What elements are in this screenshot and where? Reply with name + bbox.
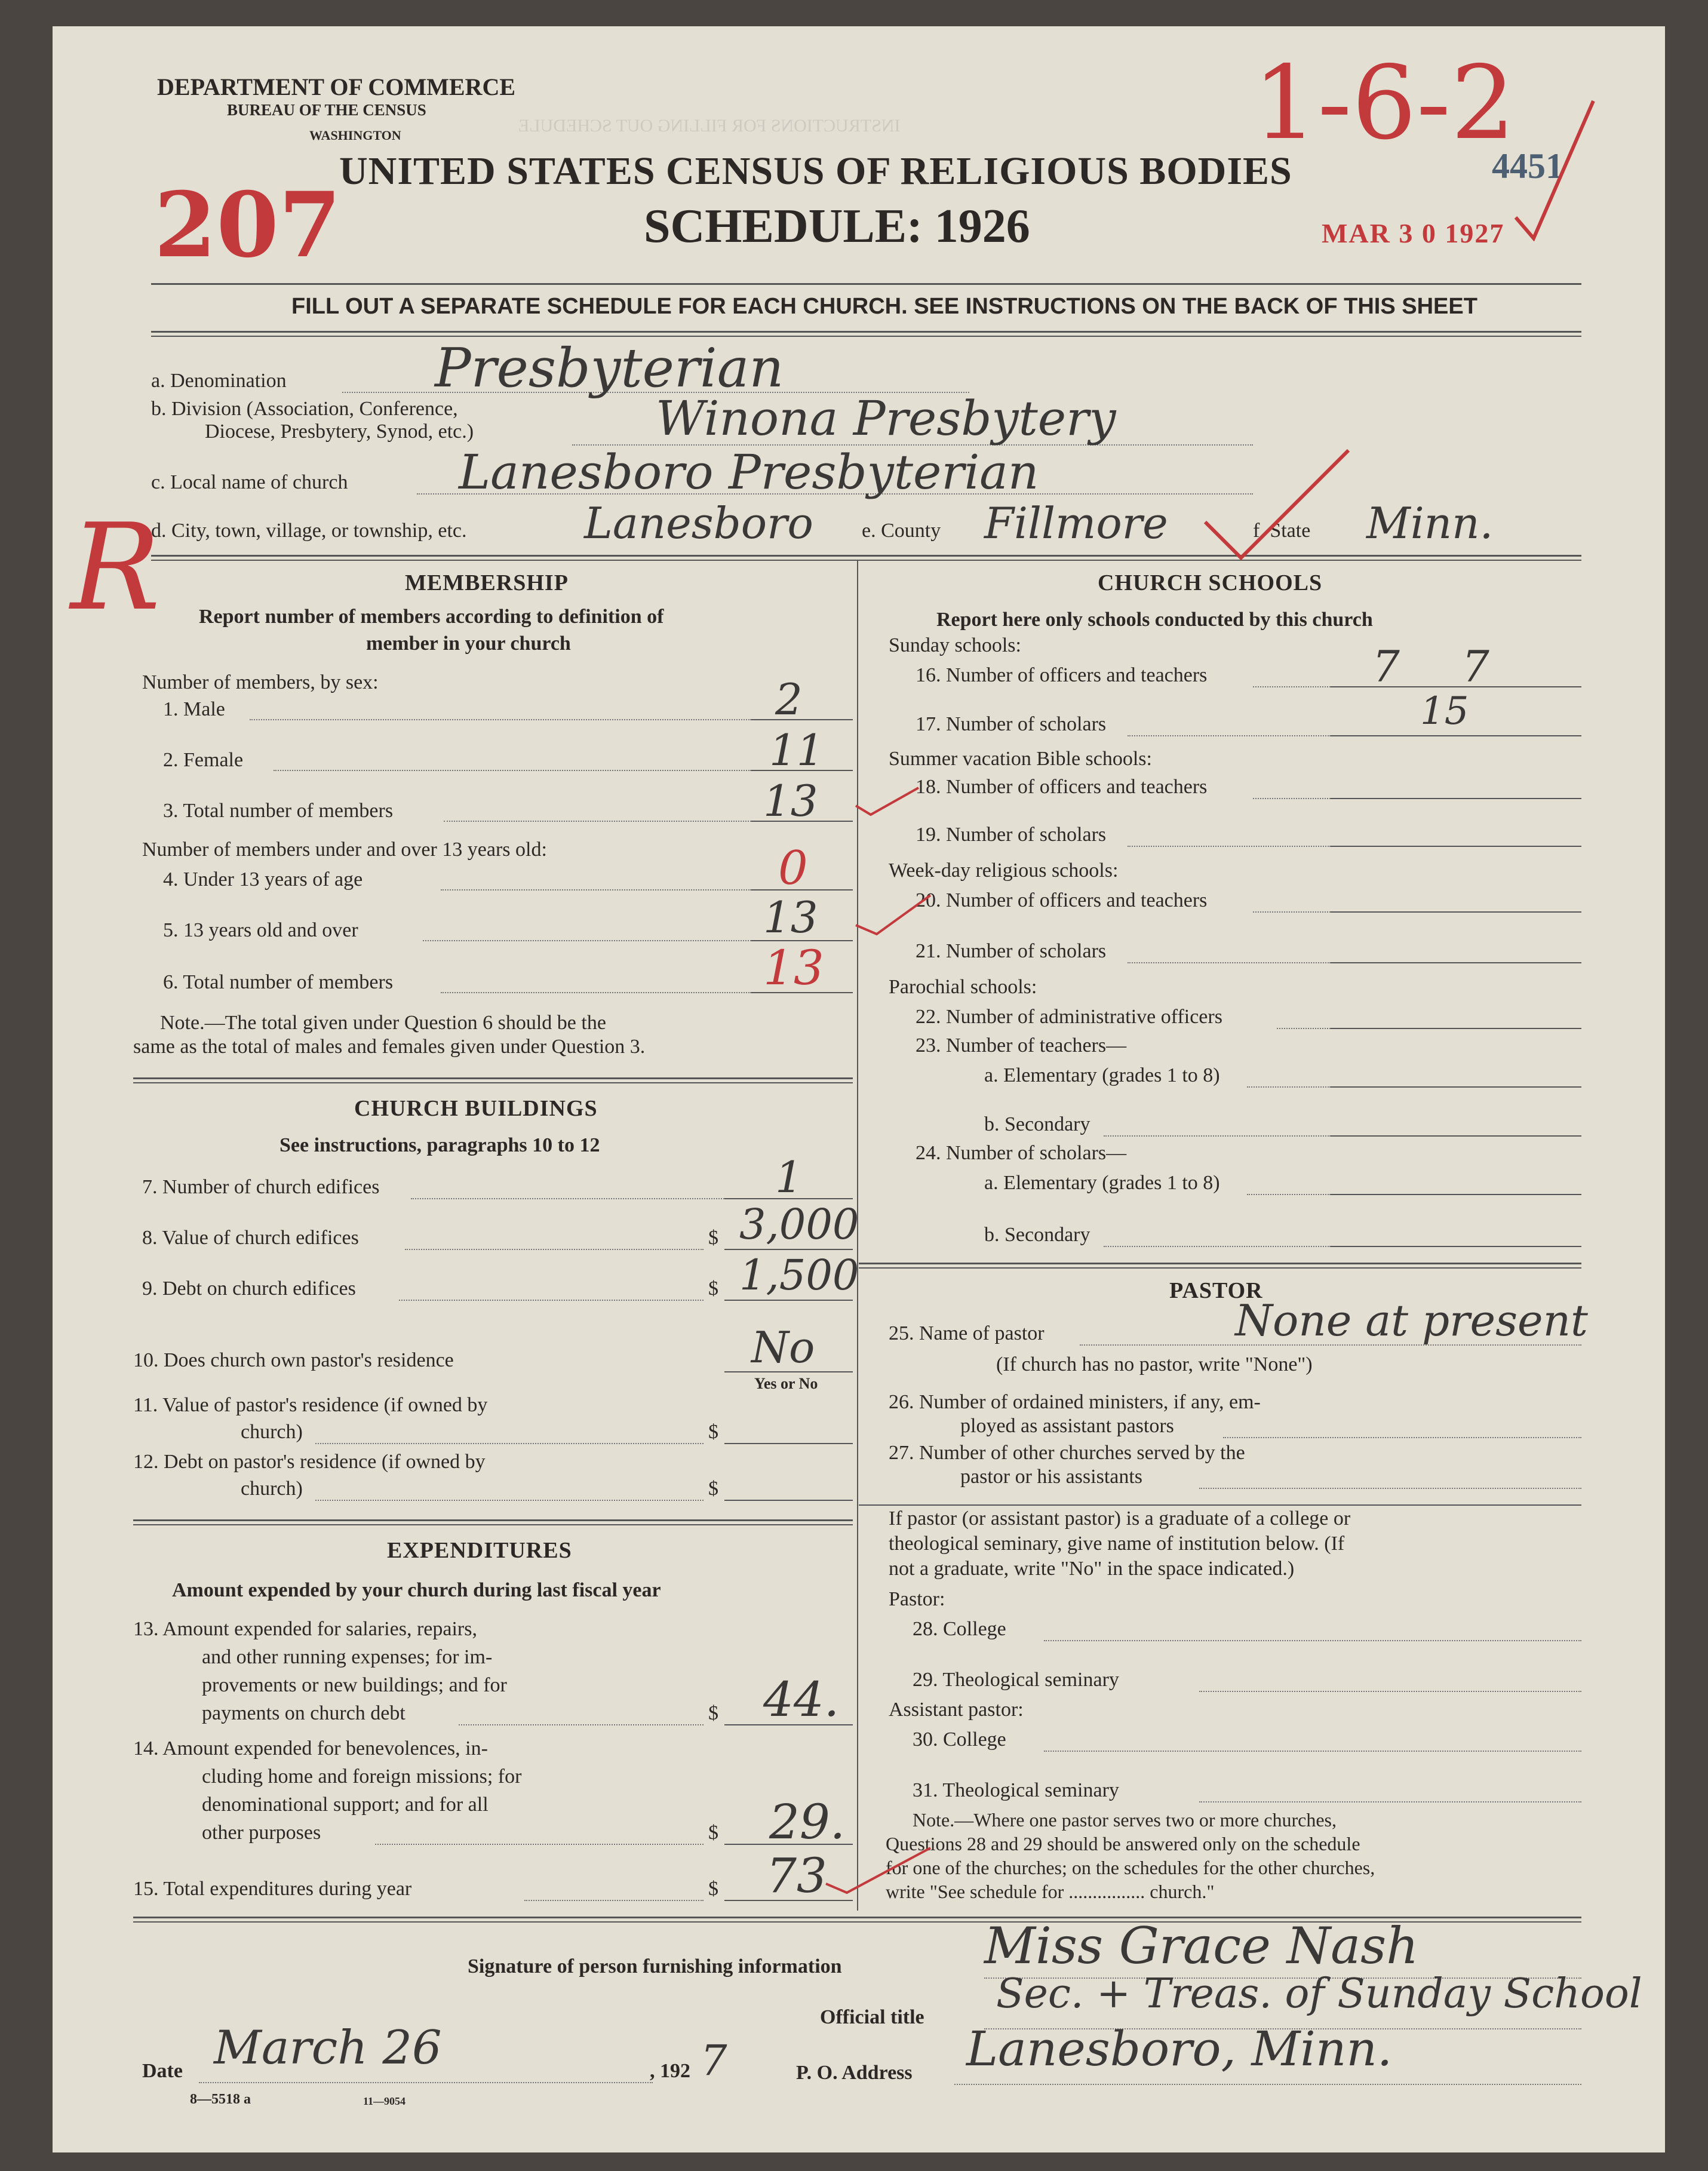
date-label: Date	[142, 2060, 183, 2082]
age-header: Number of members under and over 13 years old:	[142, 839, 547, 861]
schedule-title: SCHEDULE: 1926	[644, 200, 1030, 253]
fill-line	[1277, 1028, 1331, 1029]
q16-value-b: 7	[1462, 641, 1489, 692]
divider	[859, 1267, 1581, 1269]
fill-line	[444, 821, 751, 822]
q7-label: 7. Number of church edifices	[142, 1176, 380, 1198]
red-tick	[853, 782, 924, 818]
q9-value: 1,500	[739, 1251, 859, 1300]
q26-label: 26. Number of ordained ministers, if any, em-	[889, 1391, 1261, 1413]
q5-label: 5. 13 years old and over	[163, 919, 358, 941]
q23b-label: b. Secondary	[984, 1113, 1090, 1135]
fill-line	[1253, 911, 1331, 913]
weekday-schools-label: Week-day religious schools:	[889, 859, 1119, 882]
divider	[133, 1524, 853, 1525]
answer-line	[724, 1249, 853, 1250]
pastor-note-4: write "See schedule for ................ church."	[886, 1881, 1215, 1902]
graduate-note-3: not a graduate, write "No" in the space indicated.)	[889, 1558, 1295, 1580]
po-address-value: Lanesboro, Minn.	[966, 2021, 1393, 2077]
date-value: March 26	[214, 2021, 442, 2075]
q15-dollar: $	[708, 1878, 718, 1900]
form-title: UNITED STATES CENSUS OF RELIGIOUS BODIES	[339, 149, 1292, 193]
instruction-banner: FILL OUT A SEPARATE SCHEDULE FOR EACH CHURCH. SEE INSTRUCTIONS ON THE BACK OF THIS SHEET	[291, 294, 1477, 319]
divider	[133, 1082, 853, 1083]
answer-line	[724, 1300, 853, 1301]
fill-line	[399, 1300, 704, 1301]
city-label: d. City, town, village, or township, etc.	[151, 520, 467, 542]
q30-label: 30. College	[913, 1728, 1006, 1751]
q22-label: 22. Number of administrative officers	[916, 1006, 1222, 1028]
answer-line	[1331, 1194, 1581, 1195]
red-marking-top: 1-6-2	[1253, 44, 1516, 162]
q13-line-1: 13. Amount expended for salaries, repairs,	[133, 1618, 477, 1640]
q27-label: 27. Number of other churches served by the	[889, 1442, 1245, 1464]
sunday-schools-label: Sunday schools:	[889, 634, 1021, 656]
by-sex-label: Number of members, by sex:	[142, 671, 379, 693]
q11-label: 11. Value of pastor's residence (if owned by	[133, 1394, 488, 1416]
fill-line	[1128, 735, 1331, 736]
answer-line	[1331, 846, 1581, 847]
q2-value: 11	[769, 725, 824, 775]
form-number: 8—5518 a	[190, 2092, 251, 2107]
buildings-heading: CHURCH BUILDINGS	[354, 1096, 598, 1121]
official-title-value: Sec. + Treas. of Sunday School	[996, 1970, 1642, 2018]
denomination-label: a. Denomination	[151, 370, 287, 392]
membership-sub-1: Report number of members according to definition of	[199, 606, 664, 628]
pastor-name-value: None at present	[1235, 1295, 1588, 1346]
received-date-stamp: MAR 3 0 1927	[1322, 218, 1505, 248]
local-name-value: Lanesboro Presbyterian	[459, 444, 1039, 500]
q3-label: 3. Total number of members	[163, 800, 394, 822]
q14-line-2: cluding home and foreign missions; for	[202, 1765, 522, 1788]
fill-line	[411, 1198, 724, 1199]
answer-line	[724, 1500, 853, 1501]
fill-line	[1104, 1246, 1331, 1247]
answer-line	[1331, 911, 1581, 913]
q14-value: 29.	[769, 1794, 846, 1850]
fill-line	[1128, 846, 1331, 847]
membership-note-1: Note.—The total given under Question 6 should be the	[160, 1012, 606, 1034]
q23-label: 23. Number of teachers—	[916, 1034, 1127, 1057]
red-tick	[823, 1842, 936, 1896]
answer-line	[1331, 686, 1581, 687]
answer-line	[1331, 962, 1581, 963]
q1-label: 1. Male	[163, 698, 225, 720]
q24b-label: b. Secondary	[984, 1224, 1090, 1246]
fill-line	[1253, 798, 1331, 799]
q19-label: 19. Number of scholars	[916, 824, 1107, 846]
q13-line-4: payments on church debt	[202, 1702, 406, 1724]
q13-dollar: $	[708, 1702, 718, 1724]
q1-value: 2	[775, 674, 803, 724]
divider	[151, 555, 1581, 557]
red-marking-number: 207	[154, 173, 342, 278]
pastor-note-3: for one of the churches; on the schedules for the other churches,	[886, 1857, 1375, 1878]
year-digit: 7	[701, 2036, 727, 2085]
q25-note: (If church has no pastor, write "None")	[996, 1353, 1313, 1375]
washington-label: WASHINGTON	[309, 128, 401, 143]
membership-heading: MEMBERSHIP	[405, 570, 569, 595]
divider	[133, 1077, 853, 1079]
divider	[151, 331, 1581, 333]
membership-note-2: same as the total of males and females given under Question 3.	[133, 1036, 646, 1058]
q14-line-3: denominational support; and for all	[202, 1794, 489, 1816]
bureau-label: BUREAU OF THE CENSUS	[227, 101, 426, 119]
fill-line	[459, 1724, 704, 1725]
fill-line	[954, 2084, 1581, 2085]
division-label: b. Division (Association, Conference,	[151, 398, 458, 420]
fill-line	[1128, 962, 1331, 963]
census-form-page	[53, 26, 1665, 2152]
stamp-number: 4451	[1492, 146, 1563, 186]
fill-line	[1044, 1640, 1581, 1641]
red-marking-margin: R	[70, 498, 161, 637]
q16-value-a: 7	[1372, 641, 1400, 692]
summer-schools-label: Summer vacation Bible schools:	[889, 748, 1152, 770]
answer-line	[1331, 1086, 1581, 1088]
q17-label: 17. Number of scholars	[916, 713, 1107, 735]
divider	[151, 560, 1581, 561]
po-address-label: P. O. Address	[796, 2062, 913, 2084]
denomination-value: Presbyterian	[435, 337, 784, 400]
q5-value: 13	[763, 892, 818, 942]
graduate-note-2: theological seminary, give name of institution below. (If	[889, 1533, 1345, 1555]
fill-line	[1253, 686, 1331, 687]
expenditures-heading: EXPENDITURES	[387, 1538, 572, 1563]
county-label: e. County	[862, 520, 941, 542]
q11-dollar: $	[708, 1421, 718, 1443]
q13-line-2: and other running expenses; for im-	[202, 1646, 493, 1668]
state-label: f. State	[1253, 520, 1311, 542]
fill-line	[274, 770, 751, 771]
q11-label-2: church)	[241, 1421, 303, 1443]
state-value: Minn.	[1366, 498, 1494, 548]
q12-label: 12. Debt on pastor's residence (if owned by	[133, 1451, 486, 1473]
q15-label: 15. Total expenditures during year	[133, 1878, 412, 1900]
fill-line	[315, 1443, 704, 1444]
q9-label: 9. Debt on church edifices	[142, 1278, 356, 1300]
answer-line	[1331, 1135, 1581, 1137]
fill-line	[1247, 1194, 1331, 1195]
signature-label: Signature of person furnishing information	[468, 1955, 842, 1977]
q16-label: 16. Number of officers and teachers	[916, 664, 1208, 686]
divider	[859, 1263, 1581, 1264]
q9-dollar: $	[708, 1278, 718, 1300]
divider	[151, 283, 1581, 285]
pastor-heading: PASTOR	[1169, 1278, 1263, 1303]
fill-line	[423, 940, 751, 941]
answer-line	[1331, 1028, 1581, 1029]
parochial-schools-label: Parochial schools:	[889, 976, 1037, 998]
q3-value: 13	[763, 776, 818, 826]
q15-value: 73	[766, 1848, 827, 1903]
schools-sub: Report here only schools conducted by this church	[936, 609, 1373, 631]
answer-line	[724, 1443, 853, 1444]
answer-line	[1331, 798, 1581, 799]
q14-dollar: $	[708, 1822, 718, 1844]
red-check-mark	[1510, 98, 1599, 241]
fill-line	[1199, 1488, 1581, 1489]
q6-value: 13	[763, 940, 824, 996]
division-value: Winona Presbytery	[656, 391, 1116, 446]
graduate-note-1: If pastor (or assistant pastor) is a graduate of a college or	[889, 1507, 1351, 1530]
fill-line	[315, 1500, 704, 1501]
fill-line	[524, 1900, 704, 1901]
county-value: Fillmore	[984, 498, 1168, 548]
q31-label: 31. Theological seminary	[913, 1779, 1119, 1801]
q13-line-3: provements or new buildings; and for	[202, 1674, 507, 1696]
membership-sub-2: member in your church	[366, 632, 571, 655]
print-number: 11—9054	[363, 2095, 406, 2107]
divider	[133, 1519, 853, 1521]
q27-label-2: pastor or his assistants	[960, 1466, 1143, 1488]
q7-value: 1	[775, 1152, 803, 1202]
divider	[859, 1504, 1581, 1506]
q8-label: 8. Value of church edifices	[142, 1227, 359, 1249]
local-name-label: c. Local name of church	[151, 471, 348, 493]
fill-line	[375, 1844, 704, 1845]
answer-line	[1331, 735, 1581, 736]
official-title-label: Official title	[820, 2006, 924, 2028]
q8-value: 3,000	[739, 1200, 859, 1249]
q12-label-2: church)	[241, 1478, 303, 1500]
buildings-sub: See instructions, paragraphs 10 to 12	[279, 1134, 600, 1156]
q23a-label: a. Elementary (grades 1 to 8)	[984, 1064, 1220, 1086]
q17-value: 15	[1420, 689, 1469, 733]
q4-value: 0	[778, 842, 808, 895]
q8-dollar: $	[708, 1227, 718, 1249]
q12-dollar: $	[708, 1478, 718, 1500]
q24-label: 24. Number of scholars—	[916, 1142, 1127, 1164]
fill-line	[441, 889, 751, 890]
fill-line	[1247, 1086, 1331, 1088]
q14-line-4: other purposes	[202, 1822, 321, 1844]
answer-line	[1331, 1246, 1581, 1247]
bleed-through-text: INSTRUCTIONS FOR FILLING OUT SCHEDULE	[518, 116, 901, 136]
assistant-pastor-label: Assistant pastor:	[889, 1699, 1024, 1721]
q20-label: 20. Number of officers and teachers	[916, 889, 1208, 911]
q24a-label: a. Elementary (grades 1 to 8)	[984, 1172, 1220, 1194]
city-value: Lanesboro	[584, 498, 813, 548]
q29-label: 29. Theological seminary	[913, 1669, 1119, 1691]
pastor-note-1: Note.—Where one pastor serves two or more churches,	[913, 1809, 1337, 1831]
fill-line	[1223, 1437, 1581, 1438]
q4-label: 4. Under 13 years of age	[163, 868, 363, 890]
department-label: DEPARTMENT OF COMMERCE	[157, 73, 516, 100]
pastor-note-2: Questions 28 and 29 should be answered only on the schedule	[886, 1833, 1360, 1854]
q21-label: 21. Number of scholars	[916, 940, 1107, 962]
q26-label-2: ployed as assistant pastors	[960, 1415, 1174, 1437]
pastor-sub-label: Pastor:	[889, 1588, 945, 1610]
division-label-2: Diocese, Presbytery, Synod, etc.)	[205, 420, 474, 443]
q2-label: 2. Female	[163, 749, 244, 771]
q10-value: No	[751, 1322, 815, 1372]
q25-label: 25. Name of pastor	[889, 1322, 1045, 1344]
fill-line	[1199, 1801, 1581, 1802]
q6-label: 6. Total number of members	[163, 971, 394, 993]
fill-line	[1044, 1751, 1581, 1752]
fill-line	[199, 2082, 653, 2083]
red-check-mark	[1199, 444, 1354, 564]
expenditures-sub: Amount expended by your church during last fiscal year	[172, 1579, 661, 1601]
q14-line-1: 14. Amount expended for benevolences, in-	[133, 1737, 488, 1759]
red-tick	[853, 889, 936, 937]
signature-value: Miss Grace Nash	[984, 1917, 1419, 1975]
q28-label: 28. College	[913, 1618, 1006, 1640]
year-prefix: , 192	[650, 2060, 690, 2082]
q13-value: 44.	[763, 1672, 840, 1727]
q10-label: 10. Does church own pastor's residence	[133, 1349, 454, 1371]
fill-line	[405, 1249, 704, 1250]
fill-line	[441, 992, 751, 993]
divider	[151, 336, 1581, 337]
schools-heading: CHURCH SCHOOLS	[1098, 570, 1323, 595]
fill-line	[1104, 1135, 1331, 1137]
yes-no-hint: Yes or No	[754, 1375, 818, 1392]
fill-line	[250, 719, 751, 720]
fill-line	[1199, 1691, 1581, 1692]
q18-label: 18. Number of officers and teachers	[916, 776, 1208, 798]
